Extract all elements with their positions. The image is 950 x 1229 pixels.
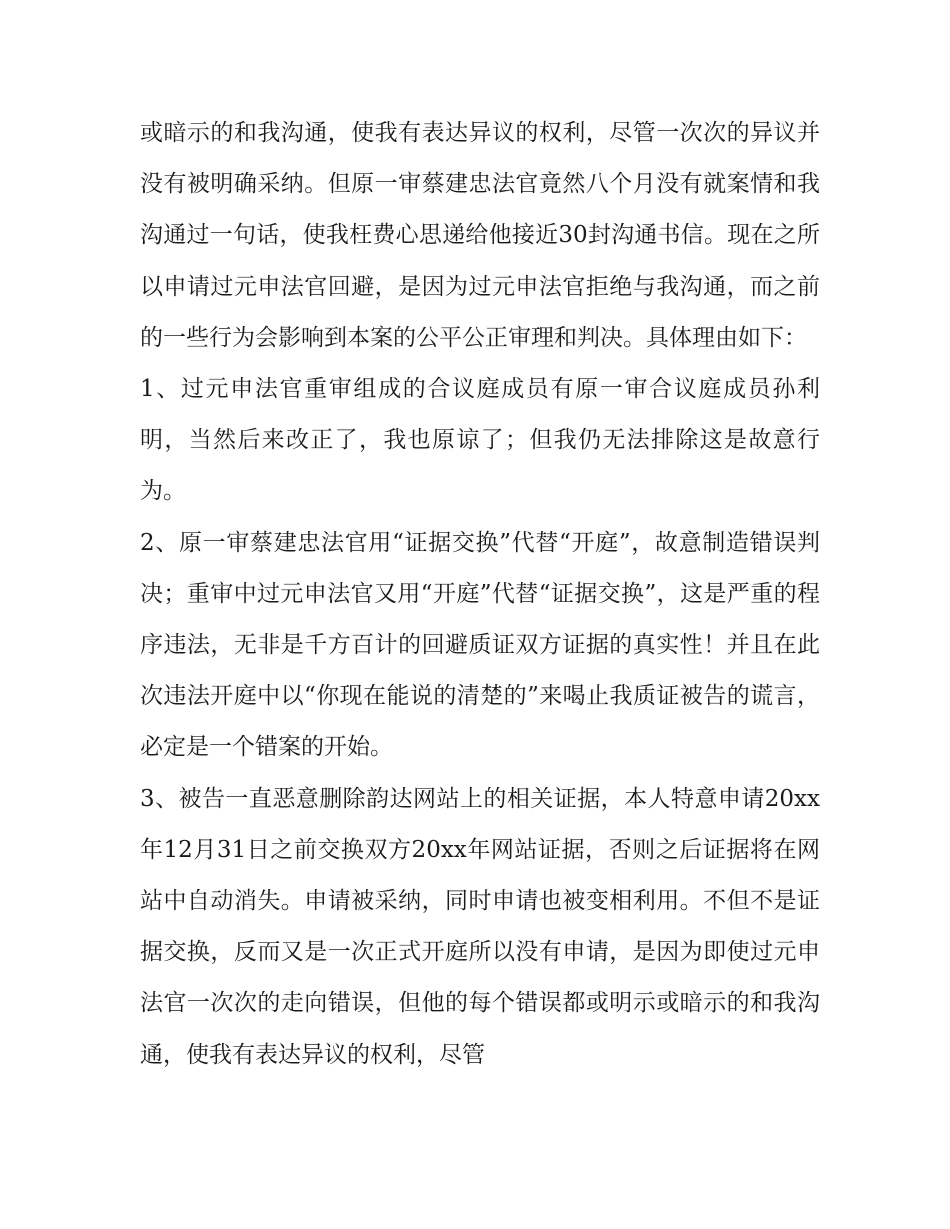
paragraph-reason-3: 3、被告一直恶意删除韵达网站上的相关证据，本人特意申请20xx年12月31日之前交换双方20xx年网站证据，否则之后证据将在网站中自动消失。申请被采纳，同时申请也被变相利用。不但不是证据交换，反而又是一次正式开庭所以没有申请，是因为即使过元申法官一次次的走向错误，但他的每个错误都或明示或暗示的和我沟通，使我有表达异议的权利，尽管 bbox=[140, 785, 820, 1068]
document-body bbox=[140, 108, 820, 1081]
paragraph-intro: 或暗示的和我沟通，使我有表达异议的权利，尽管一次次的异议并没有被明确采纳。但原一审蔡建忠法官竟然八个月没有就案情和我沟通过一句话，使我枉费心思递给他接近30封沟通书信。现在之所以申请过元申法官回避，是因为过元申法官拒绝与我沟通，而之前的一些行为会影响到本案的公平公正审理和判决。具体理由如下： bbox=[140, 120, 820, 351]
paragraph-reason-1: 1、过元申法官重审组成的合议庭成员有原一审合议庭成员孙利明，当然后来改正了，我也原谅了；但我仍无法排除这是故意行为。 bbox=[140, 376, 820, 505]
paragraph-reason-2: 2、原一审蔡建忠法官用“证据交换”代替“开庭”，故意制造错误判决；重审中过元申法官又用“开庭”代替“证据交换”，这是严重的程序违法，无非是千方百计的回避质证双方证据的真实性！并且在此次违法开庭中以“你现在能说的清楚的”来喝止我质证被告的谎言，必定是一个错案的开始。 bbox=[140, 529, 820, 761]
